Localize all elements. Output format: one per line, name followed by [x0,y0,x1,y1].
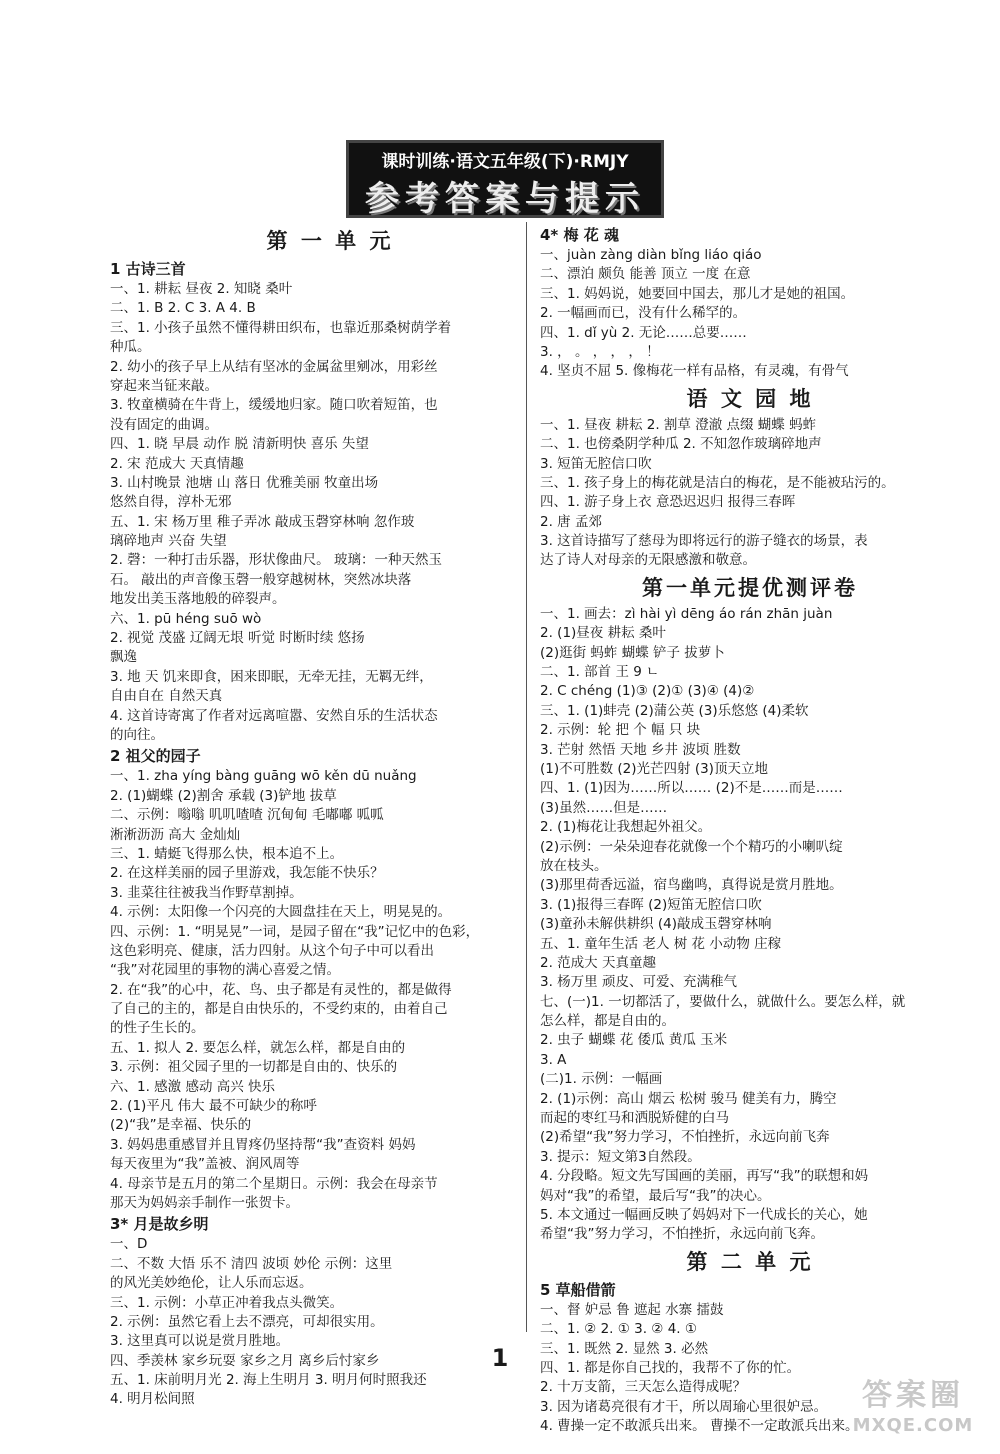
column-divider [526,222,527,1332]
answer-line: 二、不数 大悟 乐不 清四 波顷 妙伦 示例：这里 [110,1255,393,1272]
answer-line: 4. 分段略。短文先写国画的美丽，再写“我”的联想和妈 [540,1168,869,1185]
answer-line: 而起的枣红马和洒脱矫健的白马 [540,1110,729,1127]
answer-line: 2. 虫子 蝴蝶 花 倭瓜 黄瓜 玉米 [540,1032,728,1049]
lesson-heading: 2 祖父的园子 [110,747,201,766]
right-column [540,224,960,1436]
answer-line: 悠然自得，淳朴无邪 [110,494,232,511]
lesson-heading: 3* 月是故乡明 [110,1215,209,1234]
answer-line: 2. 在“我”的心中，花、鸟、虫子都是有灵性的，都是做得 [110,981,452,998]
answer-line: 三、1. (1)蚌壳 (2)蒲公英 (3)乐悠悠 (4)柔软 [540,702,809,719]
answer-line: 穿起来当钲来敲。 [110,377,218,394]
answer-line: 二、示例：嗡嗡 叽叽喳喳 沉甸甸 毛嘟嘟 呱呱 [110,807,384,824]
answer-line: 希望“我”努力学习，不怕挫折，永远向前飞奔。 [540,1226,824,1243]
answer-line: 四、示例：1. “明晃晃”一词，是园子留在“我”记忆中的色彩， [110,923,480,940]
answer-line: 四、1. 都是你自己找的，我帮不了你的忙。 [540,1359,801,1376]
answer-line: 的风光美妙绝伦，让人乐而忘返。 [110,1275,313,1292]
answer-line: 三、1. 小孩子虽然不懂得耕田织布，也靠近那桑树荫学着 [110,319,452,336]
answer-line: 五、1. 宋 杨万里 稚子弄冰 敲成玉磬穿林响 忽作玻 [110,513,415,530]
answer-line: 4. 示例：太阳像一个闪亮的大圆盘挂在天上，明晃晃的。 [110,904,452,921]
answer-line: 2. 宋 范成大 天真情趣 [110,455,244,472]
answer-line: 一、1. 画去：zì hài yì dēng áo rán zhān juàn [540,605,833,622]
answer-line: 六、1. 感激 感动 高兴 快乐 [110,1078,276,1095]
answer-line: 2. 示例：轮 把 个 幅 只 块 [540,722,701,739]
banner-subtitle: 课时训练·语文五年级(下)·RMJY [381,152,629,172]
page-title: 参考答案与提示 [365,179,645,219]
answer-line: 4. 这首诗寄寓了作者对远离喧嚣、安然自乐的生活状态 [110,707,438,724]
answer-line: 三、1. 蜻蜓飞得那么快，根本追不上。 [110,845,344,862]
answer-line: 五、1. 拟人 2. 要怎么样，就怎么样，都是自由的 [110,1039,406,1056]
answer-line: 3. 山村晚景 池塘 山 落日 优雅美丽 牧童出场 [110,474,379,491]
lesson-heading: 4* 梅 花 魂 [540,226,619,244]
watermark-text: 答案圈 [862,1378,964,1413]
answer-line: 2. 视觉 茂盛 辽阔无垠 听觉 时断时续 悠扬 [110,630,365,647]
answer-line: 的性子生长的。 [110,1020,205,1037]
answer-line: (二)1. 示例：一幅画 [540,1071,663,1088]
answer-line: 放在枝头。 [540,857,608,874]
answer-line: 5. 本文通过一幅画反映了妈妈对下一代成长的关心，她 [540,1206,868,1223]
answer-line: 一、1. 昼夜 耕耘 2. 割草 澄澈 点缀 蝴蝶 蚂蚱 [540,416,817,433]
answer-line: 没有固定的曲调。 [110,416,218,433]
answer-line: 3. 这里真可以说是赏月胜地。 [110,1333,290,1350]
answer-line: 2. (1)平凡 伟大 最不可缺少的称呼 [110,1098,317,1115]
answer-line: 2. 在这样美丽的园子里游戏，我怎能不快乐？ [110,865,384,882]
answer-line: 3. 因为诸葛亮很有才干，所以周瑜心里很妒忌。 [540,1398,828,1415]
answer-line: (2)希望“我”努力学习，不怕挫折，永远向前飞奔 [540,1129,830,1146]
unit-heading: 语 文 园 地 [686,386,814,411]
answer-line: 2. 幼小的孩子早上从结有坚冰的金属盆里剜冰，用彩丝 [110,358,438,375]
answer-line: 3. 提示：短文第3自然段。 [540,1148,701,1165]
page-number: 1 [491,1344,509,1372]
answer-line: 每天夜里为“我”盖被、润风周等 [110,1156,300,1173]
answer-line: 2. 十万支箭，三天怎么造得成呢？ [540,1379,747,1396]
answer-line: 一、1. zha yíng bàng guāng wō kěn dū nuǎng [110,768,417,785]
answer-line: 二、1. B 2. C 3. A 4. B [110,300,256,317]
answer-line: 那天为妈妈亲手制作一张贺卡。 [110,1194,299,1211]
answer-line: 二、漂泊 颇负 能善 顶立 一度 在意 [540,266,751,283]
answer-line: 飘逸 [110,649,137,666]
answer-line: (2)逛街 蚂蚱 蝴蝶 铲子 拔萝卜 [540,644,725,661]
answer-line: 2. 一幅画而已，没有什么稀罕的。 [540,305,747,322]
answer-line: 一、督 妒忌 鲁 遮起 水寨 擂鼓 [540,1301,724,1318]
answer-line: (3)童孙未解供耕织 (4)敲成玉磬穿林响 [540,916,772,933]
answer-line: 三、1. 示例：小草正冲着我点头微笑。 [110,1294,344,1311]
title-banner [346,140,664,218]
answer-line: 达了诗人对母亲的无限感激和敬意。 [540,552,756,569]
answer-line: 地发出美玉落地般的碎裂声。 [110,591,286,608]
unit-heading: 第 一 单 元 [266,229,394,253]
answer-line: 淅淅沥沥 高大 金灿灿 [110,826,241,843]
left-column [110,224,550,1410]
answer-line: 二、1. 部首 王 9 ㄴ [540,664,660,681]
answer-line: 二、1. ② 2. ① 3. ② 4. ① [540,1321,697,1338]
answer-line: 怎么样，都是自由的。 [540,1013,675,1030]
answer-line: (1)不可胜数 (2)光芒四射 (3)顶天立地 [540,760,768,777]
answer-line: (2)示例：一朵朵迎春花就像一个个精巧的小喇叭绽 [540,838,843,855]
answer-line: 2. 磬：一种打击乐器，形状像曲尺。 玻璃：一种天然玉 [110,552,442,569]
answer-line: 的向往。 [110,726,164,743]
answer-line: 4. 母亲节是五月的第二个星期日。示例：我会在母亲节 [110,1175,438,1192]
answer-line: 4. 坚贞不屈 5. 像梅花一样有品格，有灵魂，有骨气 [540,363,849,380]
watermark-logo [838,1378,988,1446]
answer-line: 三、1. 孩子身上的梅花就是洁白的梅花，是不能被玷污的。 [540,474,895,491]
answer-line: 这色彩明亮、健康，活力四射。从这个句子中可以看出 [110,942,434,959]
answer-line: 四、1. 游子身上衣 意恐迟迟归 报得三春晖 [540,494,796,511]
answer-line: 3. 妈妈患重感冒并且胃疼仍坚持帮“我”查资料 妈妈 [110,1136,416,1153]
answer-line: 3. 杨万里 顽皮、可爱、充满稚气 [540,974,737,991]
answer-line: “我”对花园里的事物的满心喜爱之情。 [110,962,340,979]
answer-line: 2. 示例：虽然它看上去不漂亮，可却很实用。 [110,1313,384,1330]
answer-line: 四、1. (1)因为……所以…… (2)不是……而是…… [540,780,843,797]
answer-line: 3. 示例：祖父园子里的一切都是自由的、快乐的 [110,1059,398,1076]
answer-line: (2)“我”是幸福、快乐的 [110,1117,252,1134]
answer-line: 璃碎地声 兴奋 失望 [110,533,227,550]
answer-line: 妈对“我”的希望，最后写“我”的决心。 [540,1187,771,1204]
watermark-url: MXQE.COM [852,1415,974,1436]
lesson-heading: 1 古诗三首 [110,260,186,278]
answer-line: 四、1. 晓 早晨 动作 脱 清新明快 喜乐 失望 [110,436,369,453]
answer-line: 3. 短笛无腔信口吹 [540,455,652,472]
answer-line: 五、1. 童年生活 老人 树 花 小动物 庄稼 [540,935,782,952]
answer-line: 五、1. 床前明月光 2. 海上生明月 3. 明月何时照我还 [110,1372,427,1389]
answer-line: 2. (1)梅花让我想起外祖父。 [540,819,712,836]
answer-line: 3. A [540,1051,567,1068]
answer-line: 3. 芒射 然悟 天地 乡井 波顷 胜数 [540,741,741,758]
answer-line: 3. 这首诗描写了慈母为即将远行的游子缝衣的场景，表 [540,533,868,550]
answer-line: 2. 唐 孟郊 [540,513,602,530]
answer-line: 二、1. 也傍桑阴学种瓜 2. 不知忽作玻璃碎地声 [540,436,822,453]
lesson-heading: 5 草船借箭 [540,1280,616,1299]
answer-line: 三、1. 既然 2. 显然 3. 必然 [540,1340,709,1357]
unit-heading: 第 二 单 元 [686,1249,814,1274]
answer-line: 种瓜。 [110,339,151,356]
answer-line: 一、1. 耕耘 昼夜 2. 知晓 桑叶 [110,281,293,297]
answer-line: 自由自在 自然天真 [110,688,223,705]
answer-line: (3)那里荷香远溢，宿鸟幽鸣，真得说是赏月胜地。 [540,877,843,894]
answer-line: 3. 地 天 饥来即食，困来即眠，无牵无挂，无羁无绊， [110,668,433,685]
answer-line: 4. 曹操一定不敢派兵出来。 曹操不一定敢派兵出来。 [540,1418,859,1435]
answer-line: 了自己的主的，都是自由快乐的，不受约束的，由着自己 [110,1001,448,1018]
answer-line: 六、1. pū héng suō wò [110,610,262,627]
answer-line: (3)虽然……但是…… [540,799,668,816]
answer-line: 七、(一)1. 一切都活了，要做什么，就做什么。要怎么样，就 [540,993,906,1010]
answer-line: 3. 牧童横骑在牛背上，缓缓地归家。随口吹着短笛，也 [110,397,438,414]
unit-heading: 第一单元提优测评卷 [642,575,858,600]
answer-line: 2. (1)昼夜 耕耘 桑叶 [540,625,666,642]
answer-line: 3. ， 。 ， ， ， ！ [540,343,660,360]
answer-line: 三、1. 妈妈说，她要回中国去，那儿才是她的祖国。 [540,285,855,302]
answer-line: 一、juàn zàng diàn bǐng liáo qiáo [540,247,762,263]
answer-line: 2. C chéng (1)③ (2)① (3)④ (4)② [540,683,755,700]
answer-line: 石。 敲出的声音像玉磬一般穿越树林，突然冰块落 [110,571,412,588]
answer-line: 一、D [110,1236,148,1253]
answer-line: 四、季羡林 家乡玩耍 家乡之月 离乡后忖家乡 [110,1352,380,1369]
answer-line: 2. 范成大 天真童趣 [540,954,656,971]
answer-line: 3. (1)报得三春晖 (2)短笛无腔信口吹 [540,896,762,913]
answer-line: 3. 韭菜往往被我当作野草割掉。 [110,884,303,901]
answer-line: 4. 明月松间照 [110,1391,195,1408]
answer-line: 四、1. dǐ yù 2. 无论……总要…… [540,324,747,341]
answer-line: 2. (1)示例：高山 烟云 松树 骏马 健美有力，腾空 [540,1090,837,1107]
answer-line: 2. (1)蝴蝶 (2)割舍 承载 (3)铲地 拔草 [110,787,337,804]
